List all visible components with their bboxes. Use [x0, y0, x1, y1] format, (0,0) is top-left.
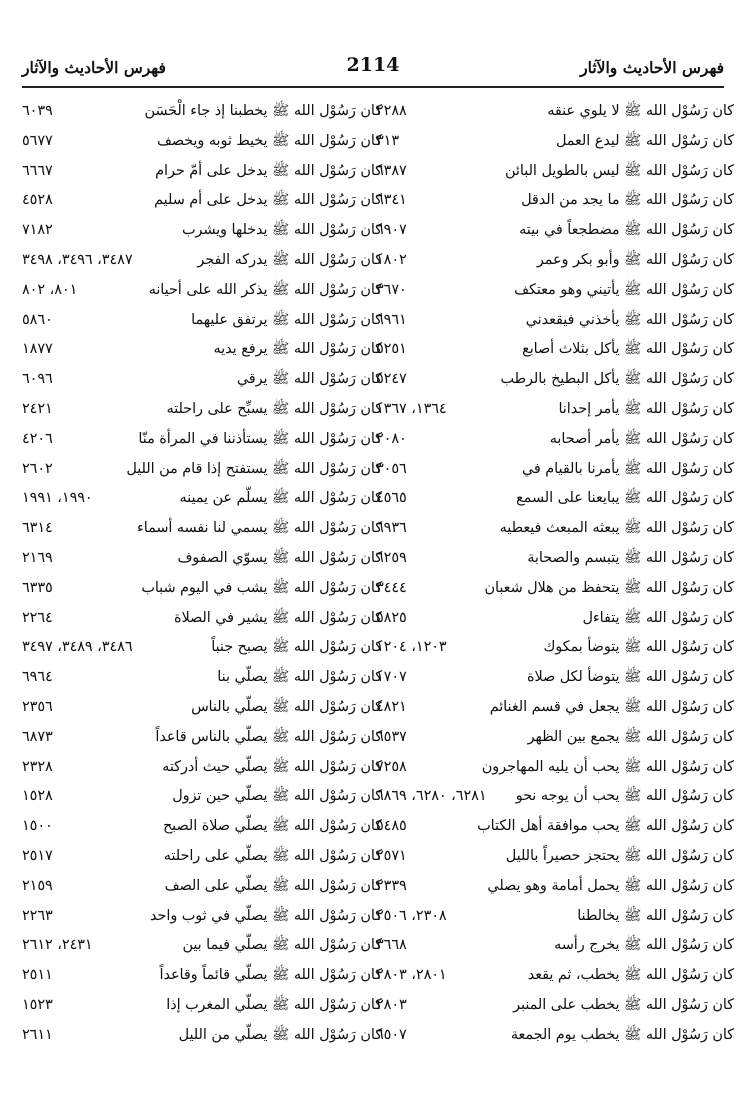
index-entry — [16, 216, 382, 246]
entry-text: كان رَسُوْل الله ﷺ ليس بالطويل البائن — [505, 162, 734, 179]
entry-hadith-number: ٢١٦٩ — [22, 549, 53, 566]
index-entry — [368, 574, 734, 604]
index-entry — [368, 604, 734, 634]
entry-hadith-number: ٣٤٨٦، ٣٤٨٩، ٣٤٩٧ — [22, 639, 133, 656]
entry-text: كان رَسُوْل الله ﷺ ما يجد من الدقل — [521, 192, 734, 209]
index-entry — [368, 753, 734, 783]
index-entry — [16, 425, 382, 455]
entry-hadith-number: ٦٥٣٧ — [376, 728, 407, 745]
entry-text: كان رَسُوْل الله ﷺ يحب موافقة أهل الكتاب — [477, 818, 734, 835]
entry-text: كان رَسُوْل الله ﷺ يصلّي بالناس قاعداً — [155, 728, 382, 745]
entry-text: كان رَسُوْل الله ﷺ يذكر الله على أحيانه — [148, 281, 382, 298]
header-title-right: فهرس الأحاديث والآثار — [580, 58, 724, 77]
entry-hadith-number: ٢٤٣١، ٢٦١٢ — [22, 937, 93, 954]
index-entry — [16, 782, 382, 812]
entry-hadith-number: ٢٤٢١ — [22, 400, 53, 417]
entry-hadith-number: ٢٠٨٠ — [376, 430, 407, 447]
entry-text: كان رَسُوْل الله ﷺ يشير في الصلاة — [173, 609, 382, 626]
index-entry — [368, 365, 734, 395]
entry-hadith-number: ٢١٥٩ — [22, 877, 53, 894]
index-entry — [16, 186, 382, 216]
entry-text: كان رَسُوْل الله ﷺ يأكل بثلاث أصابع — [522, 341, 734, 358]
index-entry — [16, 753, 382, 783]
entry-hadith-number: ٣١٣ — [376, 132, 400, 149]
entry-text: كان رَسُوْل الله ﷺ يحمل أمامة وهو يصلي — [487, 877, 734, 894]
entry-text: كان رَسُوْل الله ﷺ مضطجعاً في بيته — [519, 222, 734, 239]
entry-text: كان رَسُوْل الله ﷺ وأبو بكر وعمر — [536, 251, 734, 268]
entry-text: كان رَسُوْل الله ﷺ يشب في اليوم شباب — [141, 579, 382, 596]
index-entry — [368, 335, 734, 365]
entry-text: كان رَسُوْل الله ﷺ يخطبنا إذ جاء الْحَسَن — [144, 103, 382, 119]
entry-hadith-number: ٦٠٣٩ — [22, 103, 53, 119]
entry-hadith-number: ٥٤٨٥ — [376, 818, 407, 835]
index-entry — [16, 276, 382, 306]
entry-hadith-number: ٧١٨٢ — [22, 222, 53, 239]
entry-hadith-number: ٦٠٩٦ — [22, 371, 53, 388]
entry-text: كان رَسُوْل الله ﷺ يأمر إحدانا — [558, 400, 734, 417]
entry-hadith-number: ٥٨٢٥ — [376, 609, 407, 626]
entry-hadith-number: ٦٣٣٥ — [22, 579, 53, 596]
index-entry — [368, 216, 734, 246]
index-entry — [16, 812, 382, 842]
index-entry — [368, 395, 734, 425]
entry-text: كان رَسُوْل الله ﷺ يأكل البطيخ بالرطب — [500, 371, 734, 388]
index-entry — [368, 127, 734, 157]
entry-hadith-number: ٦٩٣٦ — [376, 520, 407, 537]
entry-hadith-number: ١٧٠٧ — [376, 669, 407, 686]
entry-text: كان رَسُوْل الله ﷺ يتوضأ بمكوك — [543, 639, 734, 656]
index-entry — [368, 425, 734, 455]
entry-text: كان رَسُوْل الله ﷺ يدركه الفجر — [197, 251, 382, 268]
entry-hadith-number: ٦٢٥٩ — [376, 549, 407, 566]
index-entry — [16, 544, 382, 574]
entry-hadith-number: ٢٣٢٨ — [22, 758, 53, 775]
index-entry — [16, 991, 382, 1021]
entry-text: كان رَسُوْل الله ﷺ يصلّي على راحلته — [163, 847, 382, 864]
entry-text: كان رَسُوْل الله ﷺ يسوّي الصفوف — [177, 549, 382, 566]
entry-text: كان رَسُوْل الله ﷺ يسمي لنا نفسه أسماء — [137, 520, 382, 537]
index-entry — [368, 842, 734, 872]
entry-hadith-number: ٦٣٤١ — [376, 192, 407, 209]
index-entry — [16, 97, 382, 127]
entry-text: كان رَسُوْل الله ﷺ يتبسم والصحابة — [527, 549, 734, 566]
index-entry — [368, 812, 734, 842]
index-entry — [16, 365, 382, 395]
entry-hadith-number: ٢٣٠٨، ٢٥٠٦ — [376, 907, 447, 924]
entry-text: كان رَسُوْل الله ﷺ يتحفظ من هلال شعبان — [484, 579, 734, 596]
entry-hadith-number: ٢٥١٧ — [22, 847, 53, 864]
entry-text: كان رَسُوْل الله ﷺ يتوضأ لكل صلاة — [527, 669, 734, 686]
entry-hadith-number: ٦٢٨١، ٦٢٨٠، ٦٨٦٩ — [376, 788, 487, 805]
entry-hadith-number: ٦٦٦٧ — [22, 162, 53, 179]
entry-text: كان رَسُوْل الله ﷺ يرتفق عليهما — [191, 311, 382, 328]
index-entry — [368, 484, 734, 514]
entry-hadith-number: ٦٩٦١ — [376, 311, 407, 328]
entry-hadith-number: ١٥٢٨ — [22, 788, 53, 805]
index-entry — [16, 455, 382, 485]
entry-hadith-number: ١٣٦٤، ١٣٦٧ — [376, 400, 447, 417]
entry-hadith-number: ٥٢٤٧ — [376, 371, 407, 388]
index-entry — [368, 514, 734, 544]
index-entry — [368, 157, 734, 187]
entry-text: كان رَسُوْل الله ﷺ يصلّي بنا — [217, 669, 382, 686]
entry-text: كان رَسُوْل الله ﷺ يصلّي حيث أدركته — [162, 758, 382, 775]
entry-hadith-number: ١٢٠٣، ١٢٠٤ — [376, 639, 447, 656]
index-entry — [368, 961, 734, 991]
entry-hadith-number: ١٨٠٢ — [376, 251, 407, 268]
entry-hadith-number: ٦٩٠٧ — [376, 222, 407, 239]
index-entry — [16, 902, 382, 932]
index-entry — [368, 782, 734, 812]
entry-hadith-number: ٢٦٠٢ — [22, 460, 53, 477]
index-entry — [368, 693, 734, 723]
index-entry — [16, 723, 382, 753]
entry-text: كان رَسُوْل الله ﷺ يحتجز حصيراً بالليل — [505, 847, 734, 864]
index-entry — [16, 842, 382, 872]
entry-text: كان رَسُوْل الله ﷺ يصلّي المغرب إذا — [166, 996, 382, 1013]
entry-hadith-number: ٣٠٥٦ — [376, 460, 407, 477]
right-column — [368, 97, 734, 1051]
index-entry — [16, 931, 382, 961]
entry-hadith-number: ٢٢٦٤ — [22, 609, 53, 626]
index-entry — [16, 574, 382, 604]
entry-text: كان رَسُوْل الله ﷺ يدخلها ويشرب — [181, 222, 382, 239]
index-entry — [368, 931, 734, 961]
entry-text: كان رَسُوْل الله ﷺ يصلّي حين تزول — [172, 788, 382, 805]
index-entry — [368, 544, 734, 574]
entry-text: كان رَسُوْل الله ﷺ يستأذننا في المرأة منّا — [138, 430, 382, 447]
entry-hadith-number: ٢٨٠١، ٢٨٠٣ — [376, 967, 447, 984]
entry-text: كان رَسُوْل الله ﷺ ليدع العمل — [555, 132, 734, 149]
index-entry — [16, 514, 382, 544]
index-entry — [16, 157, 382, 187]
entry-hadith-number: ٢٦١١ — [22, 1026, 53, 1043]
entry-text: كان رَسُوْل الله ﷺ يتفاءل — [582, 609, 734, 626]
index-entry — [16, 1021, 382, 1051]
entry-hadith-number: ٥٨٦٠ — [22, 311, 53, 328]
entry-text: كان رَسُوْل الله ﷺ يرقي — [236, 371, 382, 388]
entry-text: كان رَسُوْل الله ﷺ يصبح جنباً — [211, 639, 382, 656]
entry-hadith-number: ١٥٢٣ — [22, 996, 53, 1013]
index-entry — [16, 306, 382, 336]
entry-hadith-number: ٢٥١١ — [22, 967, 53, 984]
entry-text: كان رَسُوْل الله ﷺ يخطب على المنبر — [513, 996, 734, 1013]
page-number: 2114 — [346, 54, 400, 76]
index-entry — [16, 395, 382, 425]
entry-text: كان رَسُوْل الله ﷺ يخطب، ثم يقعد — [527, 967, 734, 984]
entry-text: كان رَسُوْل الله ﷺ يحب أن يوجه نحو — [515, 788, 734, 805]
entry-text: كان رَسُوْل الله ﷺ يبايعنا على السمع — [516, 490, 734, 507]
index-entry — [16, 663, 382, 693]
entry-hadith-number: ٢٣٣٩ — [376, 877, 407, 894]
index-entry — [16, 633, 382, 663]
entry-text: كان رَسُوْل الله ﷺ يخطب يوم الجمعة — [510, 1026, 734, 1043]
entry-hadith-number: ١٥٠٠ — [22, 818, 53, 835]
header-rule — [22, 86, 724, 88]
entry-text: كان رَسُوْل الله ﷺ يسبِّح على راحلته — [166, 400, 382, 417]
page-header — [22, 54, 724, 84]
entry-hadith-number: ٦٣١٤ — [22, 520, 53, 537]
entry-hadith-number: ٧٢٥٨ — [376, 758, 407, 775]
entry-text: كان رَسُوْل الله ﷺ يصلّي صلاة الصبح — [162, 818, 382, 835]
index-entry — [16, 127, 382, 157]
entry-hadith-number: ٨٠١، ٨٠٢ — [22, 281, 78, 298]
entry-text: كان رَسُوْل الله ﷺ يجمع بين الظهر — [527, 728, 734, 745]
entry-hadith-number: ٦٥٠٧ — [376, 1026, 407, 1043]
index-entry — [16, 604, 382, 634]
entry-text: كان رَسُوْل الله ﷺ يصلّي قائماً وقاعداً — [159, 967, 382, 984]
entry-text: كان رَسُوْل الله ﷺ يصلّي على الصف — [164, 877, 382, 894]
entry-hadith-number: ٦٩٦٤ — [22, 669, 53, 686]
index-entry — [368, 276, 734, 306]
index-entry — [16, 335, 382, 365]
entry-hadith-number: ٤٢٠٦ — [22, 430, 53, 447]
entry-text: كان رَسُوْل الله ﷺ يخالطنا — [577, 907, 734, 924]
index-entry — [368, 663, 734, 693]
entry-text: كان رَسُوْل الله ﷺ يحب أن يليه المهاجرون — [481, 758, 734, 775]
entry-text: كان رَسُوْل الله ﷺ يأمرنا بالقيام في — [522, 460, 734, 477]
index-entry — [16, 246, 382, 276]
entry-hadith-number: ٢٢٨٨ — [376, 103, 407, 119]
index-entry — [16, 484, 382, 514]
entry-text: كان رَسُوْل الله ﷺ يصلّي فيما بين — [182, 937, 382, 954]
left-column — [16, 97, 382, 1051]
entry-text: كان رَسُوْل الله ﷺ يخرج رأسه — [554, 937, 734, 954]
entry-hadith-number: ٥٢٥١ — [376, 341, 407, 358]
index-entry — [368, 455, 734, 485]
entry-text: كان رَسُوْل الله ﷺ يسلّم عن يمينه — [179, 490, 382, 507]
index-entry — [368, 306, 734, 336]
entry-hadith-number: ٢٣٥٦ — [22, 698, 53, 715]
index-entry — [368, 186, 734, 216]
entry-text: كان رَسُوْل الله ﷺ يبعثه المبعث فيعطيه — [499, 520, 734, 537]
entry-hadith-number: ١٩٩٠، ١٩٩١ — [22, 490, 93, 507]
header-title-left: فهرس الأحاديث والآثار — [22, 58, 166, 77]
index-entry — [16, 693, 382, 723]
index-entry — [368, 97, 734, 127]
index-entry — [368, 1021, 734, 1051]
entry-text: كان رَسُوْل الله ﷺ يصلّي من الليل — [178, 1026, 382, 1043]
entry-hadith-number: ٣٦٧٠ — [376, 281, 407, 298]
entry-hadith-number: ٢٢٦٣ — [22, 907, 53, 924]
index-entry — [368, 991, 734, 1021]
entry-hadith-number: ٣٤٤٤ — [376, 579, 407, 596]
index-entry — [368, 872, 734, 902]
entry-text: كان رَسُوْل الله ﷺ يرفع يديه — [213, 341, 382, 358]
entry-text: كان رَسُوْل الله ﷺ يدخل على أم سليم — [154, 192, 382, 209]
entry-hadith-number: ٦٣٨٧ — [376, 162, 407, 179]
index-entry — [368, 902, 734, 932]
entry-text: كان رَسُوْل الله ﷺ يستفتح إذا قام من الليل — [126, 460, 382, 477]
entry-hadith-number: ١٨٧٧ — [22, 341, 53, 358]
index-entry — [16, 872, 382, 902]
entry-text: كان رَسُوْل الله ﷺ يجعل في قسم الغنائم — [489, 698, 734, 715]
entry-text: كان رَسُوْل الله ﷺ يأخذني فيقعدني — [525, 311, 734, 328]
index-entry — [16, 961, 382, 991]
entry-hadith-number: ٣٦٦٨ — [376, 937, 407, 954]
entry-text: كان رَسُوْل الله ﷺ يخيط ثوبه ويخصف — [157, 132, 382, 149]
entry-hadith-number: ٤٨٢١ — [376, 698, 407, 715]
entry-hadith-number: ٤٥٦٥ — [376, 490, 407, 507]
index-entry — [368, 633, 734, 663]
entry-hadith-number: ٤٥٢٨ — [22, 192, 53, 209]
entry-text: كان رَسُوْل الله ﷺ يصلّي بالناس — [191, 698, 382, 715]
entry-hadith-number: ٦٨٧٣ — [22, 728, 53, 745]
entry-text: كان رَسُوْل الله ﷺ يأتيني وهو معتكف — [514, 281, 734, 298]
entry-hadith-number: ٢٨٠٣ — [376, 996, 407, 1013]
entry-text: كان رَسُوْل الله ﷺ يأمر أصحابه — [549, 430, 734, 447]
entry-hadith-number: ٣٤٨٧، ٣٤٩٦، ٣٤٩٨ — [22, 251, 133, 268]
entry-hadith-number: ٢٥٧١ — [376, 847, 407, 864]
entry-hadith-number: ٥٦٧٧ — [22, 132, 53, 149]
entry-text: كان رَسُوْل الله ﷺ يصلّي في ثوب واحد — [150, 907, 382, 924]
index-entry — [368, 723, 734, 753]
entry-text: كان رَسُوْل الله ﷺ يدخل على أمّ حرام — [155, 162, 382, 179]
index-entry — [368, 246, 734, 276]
entry-text: كان رَسُوْل الله ﷺ لا يلوي عنقه — [547, 103, 734, 119]
